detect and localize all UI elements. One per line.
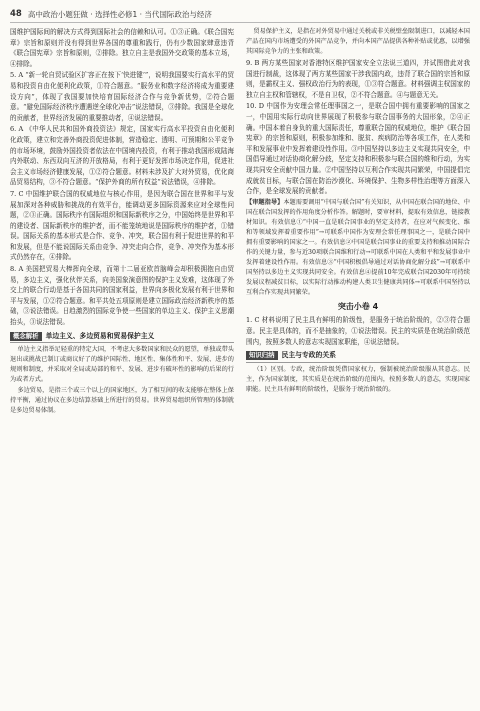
answer-paragraph	[246, 101, 470, 196]
paragraph-text: 8. A 美国把贸易大棒挥向全球，而第十二届亚欧首脑峰会却积极拥抱自由贸易，多边主义，强化伙伴关系，向美国象演意图的保护主义发难，这体现了外交上的联合行动是基于各国共同的国家利益，世界向多极化发展有利于世界和平与发展，①②符合题意。和平共处五项原则是建立国际政治经济新秩序的基础，③说法错误。日趋激烈的国际竞争使一些国家的单边主义、保护主义思潮抬头，③说法错误。	[10, 265, 234, 327]
paragraph-text: （1）区别。专政，统治阶级凭借国家权力，强制被统治阶级服从其意志。民主，作为国家制度，其实质是在统治阶级的范围内，按照多数人的意志，实现国家职能。民主具有鲜明的阶级性，是服务于统治阶级的。	[246, 365, 470, 393]
answer-paragraph	[10, 124, 234, 188]
paragraph-text: 6. A 《中华人民共和国外商投资法》规定，国家实行高水平投资自由化便利化政策，建立和完善外商投资促进体制，营造稳定、透明、可预期和公平竞争的市场环境，鼓励外国投资者依法在中国境内投资，有利于推动我国形成陆海内外联动、东西双向互济的开放格局，有利于更好发挥市场决定作用，促进社会主义市场经济健康发展，①②符合题意。材料未涉及扩大对外贸易，优化商品贸易结构，③不符合题意。“保护外商的所有权益”说法错误，④排除。	[10, 125, 234, 187]
answer-paragraph	[10, 386, 234, 416]
answer-paragraph	[10, 345, 234, 385]
answer-paragraph	[246, 198, 470, 298]
paragraph-text: 本题需要调用“中国与联合国”有关知识，从中国在联合国的地位、中国在联合国发挥的作用角度分析作答。解题时，要审材料，提取有效信息，链接教材知识。有效信息①“中国一直是联合国事业的坚定支持者，在应对气候变化、维和等领域发挥着重要作用”→可联系中国作为安理会常任理事国之一，是联合国中拥有重要影响的国家之一。有效信息②中国是联合国事业的重要支持和推动国际合作的关键力量，参与近30项联合国维和行动→可联系中国在人类和平和发展事业中发挥着建设性作用。有效信息③“中国积极倡导通过对话协商化解分歧”→可联系中国坚持以多边主义实现共同安全。有效信息④提前10年完成联合国2030年可持续发展议程减贫目标，以实际行动推动构建人类卫生健康共同体→可联系中国坚持以互利合作实现共同繁荣。	[246, 198, 470, 296]
answer-paragraph	[246, 365, 470, 395]
right-column	[246, 27, 470, 709]
answer-paragraph	[10, 264, 234, 328]
paragraph-text: 1. C 材料说明了民主具有鲜明的阶级性，是服务于统治阶级的，②③符合题意。民主是具体的，而不是抽象的，①说法错误。民主的实质是在统治阶级范围内，按照多数人的意志实现国家职能，④说法错误。	[246, 316, 470, 346]
two-column-body	[10, 27, 470, 709]
running-title: 高中政治小题狂做 · 选择性必修1 · 当代国际政治与经济	[27, 9, 212, 19]
answer-paragraph	[246, 58, 470, 100]
paragraph-text: 多边贸易，是指三个或三个以上的国家地区，为了相互间的收支能够在整体上保持平衡，通过协议在多边结算基础上所进行的贸易。世界贸易组织所管理的体制就是多边贸易体制。	[10, 387, 234, 415]
left-column	[10, 27, 234, 709]
paragraph-text: 5. A “新一轮自贸试验区扩容正在按下‘快进键’”，说明我国要实行高水平的贸易和投资自由化便利化政策，①符合题意。“服务业和数字经济将成为重要建设方向”，体现了我国要加快培育国际经济合作与竞争新优势，②符合题意。“避免国际经济秩序遭遇逆全球化冲击”说法错误，③排除。我国是全球化的贡献者，世界经济发展的重要推动者，④说法错误。	[10, 71, 234, 122]
paragraph-text: 贸易保护主义，是指在对外贸易中通过关税或非关税壁垒限制进口，以减轻本国产品在国内市场遭受的外国产品竞争，并向本国产品提供各种补贴或优惠，以增强其国际竞争力的主张和政策。	[246, 28, 470, 55]
section-title: 突击小卷 4	[337, 301, 379, 311]
paragraph-text: 7. C 中国维护联合国的权威地位与核心作用，是因为联合国在世界和平与发展加深对各种威胁和挑战的有效平台，能调动更多国际资源来应对全球性问题，②③正确。国际秩序有国际组织和国际新秩序之分，中国始终是世界和平的建设者、国际新秩序的维护者，而不能笼统地说是国际秩序的维护者，①错误。国际关系的基本形式是合作、竞争、冲突，联合国有利于促进世界的和平和发展，但是不能说国际关系由竞争、冲突走向合作，竞争、冲突作为基本形式仍然存在，④排除。	[10, 189, 234, 262]
knowledge-box-title	[246, 350, 470, 363]
paragraph-text: 国维护国际间的解决方式得到国际社会的信赖和认可。①③正确。《联合国宪章》宗旨和原则并没有得到世界各国的尊重和践行，仍有少数国家肆意违背《联合国宪章》宗旨和原则，②排除。独立自主是我国外交政策的基本立场，④排除。	[10, 28, 234, 68]
knowledge-tag: 知识归纳	[246, 351, 278, 360]
knowledge-title: 单边主义、多边贸易和贸易保护主义	[45, 331, 155, 340]
guide-label: 【审题指导】	[246, 198, 284, 206]
knowledge-tag: 概念解析	[10, 332, 42, 341]
knowledge-box-title	[10, 331, 234, 344]
answer-paragraph	[10, 189, 234, 263]
page-header	[10, 6, 470, 23]
paragraph-text: 9. B 两方某些国家对香港特区维护国家安全立法说三道四，并试图借此对我国进行制裁，这体现了两方某些国家干涉我国内政，违背了联合国的宗旨和原则，是霸权主义、强权政治行为的表现，①③符合题意。材料强调主权国家的独立自主权和管辖权，不是自卫权，②不符合题意。④与题意无关。	[246, 59, 470, 99]
answer-paragraph	[10, 70, 234, 123]
answer-paragraph	[246, 315, 470, 347]
knowledge-title: 民主与专政的关系	[281, 351, 336, 360]
paragraph-text: 10. D 中国作为安理会常任理事国之一，是联合国中拥有重要影响的国家之一，中国用实际行动向世界展现了积极参与联合国事务的大国形象，②④正确。中国本着自身负的重大国际责任，尊重联合国的权威地位，维护《联合国宪章》的宗旨和原则，积极参加维和、脱贫、疾病防治等各项工作，在人类和平和发展事业中发挥着建设性作用。③中国坚持以多边主义实现共同安全，中国倡导通过对话协商化解分歧，坚定支持和积极参与联合国的维和行动，为实现共同安全贡献中国力量。②中国坚持以互利合作实现共同繁荣，中国提倡完成就贫目标，与联合国在防治沙漠化、环境保护、生物多样性治理等方面深入合作，是全球发展的贡献者。	[246, 102, 470, 196]
page-number: 48	[10, 9, 22, 19]
answer-paragraph	[246, 27, 470, 57]
answer-paragraph	[10, 27, 234, 69]
paragraph-text: 单边主义指举足轻重的特定大国，不考虑大多数国家和民众的愿望，单独或带头退出或挑战已制订或商议好了的维护国际性、地区性、集体性和平、发展、进步的规则和制度，并采取对全局或局部的和平、发展、进步有破坏性的影响的后果的行为或者方式。	[10, 346, 234, 384]
